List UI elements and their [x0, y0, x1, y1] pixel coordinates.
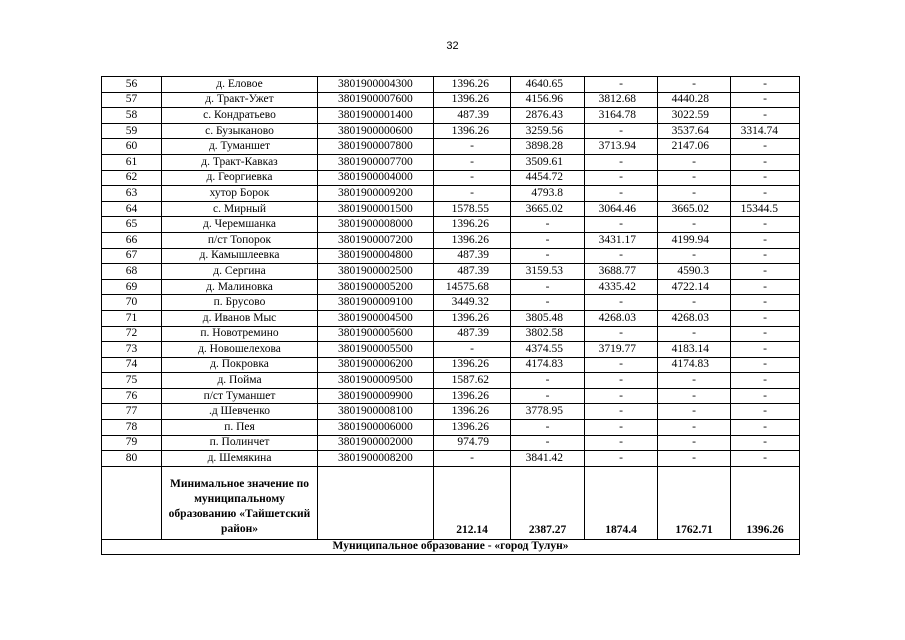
oktmo-code-cell: 3801900004300 [318, 77, 434, 93]
value-cell: - [731, 404, 800, 420]
oktmo-code-cell: 3801900007600 [318, 92, 434, 108]
value-cell: 4374.55 [511, 342, 585, 358]
value-cell: - [585, 435, 658, 451]
value-cell: 4174.83 [511, 357, 585, 373]
oktmo-code-cell: 3801900002500 [318, 264, 434, 280]
value-cell: 487.39 [434, 108, 511, 124]
value-cell: 1396.26 [434, 388, 511, 404]
row-number-cell: 60 [102, 139, 162, 155]
value-cell: - [658, 217, 731, 233]
value-cell: 3449.32 [434, 295, 511, 311]
value-cell: - [658, 295, 731, 311]
value-cell: 1396.26 [434, 404, 511, 420]
row-number-cell: 61 [102, 154, 162, 170]
settlement-name-cell: д. Черемшанка [162, 217, 318, 233]
value-cell: - [731, 92, 800, 108]
value-cell: - [731, 186, 800, 202]
oktmo-code-cell: 3801900009500 [318, 373, 434, 389]
row-number-cell: 58 [102, 108, 162, 124]
value-cell: 3159.53 [511, 264, 585, 280]
table-row [102, 404, 800, 420]
value-cell: 3665.02 [511, 201, 585, 217]
value-cell: - [731, 248, 800, 264]
value-cell: 4454.72 [511, 170, 585, 186]
value-cell: 3719.77 [585, 342, 658, 358]
value-cell: - [658, 170, 731, 186]
value-cell: - [731, 420, 800, 436]
section-title: Муниципальное образование - «город Тулун» [102, 539, 800, 554]
row-number-cell: 59 [102, 123, 162, 139]
row-number-cell: 74 [102, 357, 162, 373]
settlement-name-cell: д. Шемякина [162, 451, 318, 467]
value-cell: - [511, 295, 585, 311]
table-row [102, 342, 800, 358]
value-cell: - [731, 279, 800, 295]
value-cell: - [511, 248, 585, 264]
value-cell: 1587.62 [434, 373, 511, 389]
value-cell: 4440.28 [658, 92, 731, 108]
value-cell: - [658, 388, 731, 404]
value-cell: 4640.65 [511, 77, 585, 93]
value-cell: - [731, 108, 800, 124]
settlement-name-cell: п. Новотремино [162, 326, 318, 342]
oktmo-code-cell: 3801900008100 [318, 404, 434, 420]
value-cell: 4722.14 [658, 279, 731, 295]
page-number: 32 [446, 40, 459, 52]
table-row [102, 92, 800, 108]
value-cell: 3805.48 [511, 310, 585, 326]
settlement-name-cell: д. Камышлеевка [162, 248, 318, 264]
value-cell: 4793.8 [511, 186, 585, 202]
row-number-cell: 80 [102, 451, 162, 467]
value-cell: - [731, 342, 800, 358]
value-cell: - [585, 217, 658, 233]
table-row [102, 451, 800, 467]
value-cell: - [658, 186, 731, 202]
value-cell: 3778.95 [511, 404, 585, 420]
value-cell: - [731, 373, 800, 389]
value-cell: 15344.5 [731, 201, 800, 217]
table-row [102, 154, 800, 170]
summary-empty-cell [102, 466, 162, 539]
settlement-name-cell: д. Иванов Мыс [162, 310, 318, 326]
oktmo-code-cell: 3801900009900 [318, 388, 434, 404]
value-cell: 1578.55 [434, 201, 511, 217]
settlement-name-cell: п. Брусово [162, 295, 318, 311]
value-cell: 1396.26 [434, 357, 511, 373]
oktmo-code-cell: 3801900005200 [318, 279, 434, 295]
value-cell: 1396.26 [434, 92, 511, 108]
row-number-cell: 68 [102, 264, 162, 280]
value-cell: - [731, 170, 800, 186]
value-cell: - [434, 342, 511, 358]
value-cell: - [731, 357, 800, 373]
value-cell: 4268.03 [658, 310, 731, 326]
summary-value: 212.14 [434, 466, 511, 539]
value-cell: 4156.96 [511, 92, 585, 108]
value-cell: - [585, 77, 658, 93]
value-cell: 14575.68 [434, 279, 511, 295]
value-cell: - [434, 451, 511, 467]
summary-value: 1874.4 [585, 466, 658, 539]
table-row [102, 170, 800, 186]
row-number-cell: 56 [102, 77, 162, 93]
value-cell: - [585, 451, 658, 467]
value-cell: - [658, 435, 731, 451]
table-row [102, 77, 800, 93]
summary-value: 1396.26 [731, 466, 800, 539]
settlement-name-cell: д. Малиновка [162, 279, 318, 295]
settlement-name-cell: с. Кондратьево [162, 108, 318, 124]
summary-value: 1762.71 [658, 466, 731, 539]
value-cell: - [585, 248, 658, 264]
value-cell: 3164.78 [585, 108, 658, 124]
oktmo-code-cell: 3801900000600 [318, 123, 434, 139]
settlement-name-cell: д. Сергина [162, 264, 318, 280]
settlement-name-cell: п/ст Топорок [162, 232, 318, 248]
value-cell: - [731, 388, 800, 404]
row-number-cell: 79 [102, 435, 162, 451]
settlement-name-cell: п/ст Туманшет [162, 388, 318, 404]
oktmo-code-cell: 3801900004800 [318, 248, 434, 264]
oktmo-code-cell: 3801900002000 [318, 435, 434, 451]
value-cell: 3713.94 [585, 139, 658, 155]
value-cell: - [585, 404, 658, 420]
table-row [102, 108, 800, 124]
table-row [102, 123, 800, 139]
value-cell: - [511, 373, 585, 389]
settlement-name-cell: д. Георгиевка [162, 170, 318, 186]
row-number-cell: 70 [102, 295, 162, 311]
value-cell: 3064.46 [585, 201, 658, 217]
value-cell: - [731, 139, 800, 155]
value-cell: - [434, 170, 511, 186]
value-cell: - [585, 123, 658, 139]
oktmo-code-cell: 3801900008200 [318, 451, 434, 467]
value-cell: - [731, 295, 800, 311]
table-row [102, 357, 800, 373]
table-row [102, 201, 800, 217]
table-row [102, 373, 800, 389]
value-cell: 974.79 [434, 435, 511, 451]
table-row [102, 279, 800, 295]
value-cell: 3898.28 [511, 139, 585, 155]
oktmo-code-cell: 3801900004000 [318, 170, 434, 186]
table-row [102, 388, 800, 404]
value-cell: - [511, 232, 585, 248]
oktmo-code-cell: 3801900009200 [318, 186, 434, 202]
oktmo-code-cell: 3801900007700 [318, 154, 434, 170]
row-number-cell: 57 [102, 92, 162, 108]
row-number-cell: 76 [102, 388, 162, 404]
value-cell: 487.39 [434, 326, 511, 342]
value-cell: - [658, 451, 731, 467]
settlement-name-cell: д. Тракт-Ужет [162, 92, 318, 108]
settlement-name-cell: с. Бузыканово [162, 123, 318, 139]
value-cell: - [731, 217, 800, 233]
value-cell: - [658, 154, 731, 170]
summary-value: 2387.27 [511, 466, 585, 539]
value-cell: 1396.26 [434, 123, 511, 139]
value-cell: - [511, 279, 585, 295]
row-number-cell: 66 [102, 232, 162, 248]
value-cell: - [585, 357, 658, 373]
value-cell: - [585, 326, 658, 342]
row-number-cell: 72 [102, 326, 162, 342]
settlement-name-cell: с. Мирный [162, 201, 318, 217]
table-row [102, 310, 800, 326]
oktmo-code-cell: 3801900009100 [318, 295, 434, 311]
value-cell: 2147.06 [658, 139, 731, 155]
value-cell: - [731, 451, 800, 467]
oktmo-code-cell: 3801900001400 [318, 108, 434, 124]
table-row [102, 264, 800, 280]
value-cell: - [585, 373, 658, 389]
row-number-cell: 64 [102, 201, 162, 217]
value-cell: - [434, 186, 511, 202]
settlement-name-cell: д. Покровка [162, 357, 318, 373]
value-cell: 487.39 [434, 264, 511, 280]
value-cell: 487.39 [434, 248, 511, 264]
value-cell: 1396.26 [434, 420, 511, 436]
summary-row [102, 466, 800, 539]
table-row [102, 217, 800, 233]
table-row [102, 186, 800, 202]
row-number-cell: 67 [102, 248, 162, 264]
value-cell: 1396.26 [434, 310, 511, 326]
value-cell: - [585, 186, 658, 202]
settlement-name-cell: п. Полинчет [162, 435, 318, 451]
table-row [102, 420, 800, 436]
value-cell: 3314.74 [731, 123, 800, 139]
row-number-cell: 78 [102, 420, 162, 436]
value-cell: - [585, 420, 658, 436]
value-cell: - [731, 310, 800, 326]
value-cell: - [731, 435, 800, 451]
oktmo-code-cell: 3801900005600 [318, 326, 434, 342]
value-cell: - [511, 217, 585, 233]
value-cell: - [658, 326, 731, 342]
value-cell: - [585, 170, 658, 186]
value-cell: 3537.64 [658, 123, 731, 139]
table-row [102, 435, 800, 451]
value-cell: 3022.59 [658, 108, 731, 124]
value-cell: 4183.14 [658, 342, 731, 358]
value-cell: 3431.17 [585, 232, 658, 248]
value-cell: - [511, 420, 585, 436]
settlement-name-cell: хутор Борок [162, 186, 318, 202]
value-cell: - [731, 77, 800, 93]
value-cell: 4268.03 [585, 310, 658, 326]
settlement-name-cell: д. Туманшет [162, 139, 318, 155]
table-row [102, 139, 800, 155]
value-cell: - [731, 264, 800, 280]
table-row [102, 248, 800, 264]
value-cell: - [511, 435, 585, 451]
value-cell: - [658, 77, 731, 93]
value-cell: 3259.56 [511, 123, 585, 139]
oktmo-code-cell: 3801900005500 [318, 342, 434, 358]
row-number-cell: 65 [102, 217, 162, 233]
row-number-cell: 75 [102, 373, 162, 389]
value-cell: - [434, 154, 511, 170]
value-cell: 4590.3 [658, 264, 731, 280]
value-cell: - [511, 388, 585, 404]
value-cell: 4174.83 [658, 357, 731, 373]
oktmo-code-cell: 3801900006200 [318, 357, 434, 373]
value-cell: 3812.68 [585, 92, 658, 108]
settlement-name-cell: п. Пея [162, 420, 318, 436]
settlement-name-cell: .д Шевченко [162, 404, 318, 420]
row-number-cell: 77 [102, 404, 162, 420]
value-cell: - [585, 295, 658, 311]
value-cell: 3841.42 [511, 451, 585, 467]
row-number-cell: 73 [102, 342, 162, 358]
value-cell: 1396.26 [434, 217, 511, 233]
oktmo-code-cell: 3801900001500 [318, 201, 434, 217]
value-cell: 3509.61 [511, 154, 585, 170]
value-cell: 4199.94 [658, 232, 731, 248]
summary-label: Минимальное значение по муниципальному образованию «Тайшетский район» [162, 466, 318, 539]
oktmo-code-cell: 3801900007800 [318, 139, 434, 155]
tariff-table [101, 76, 800, 555]
value-cell: - [658, 373, 731, 389]
section-header-row [102, 539, 800, 554]
value-cell: 4335.42 [585, 279, 658, 295]
settlement-name-cell: д. Еловое [162, 77, 318, 93]
row-number-cell: 63 [102, 186, 162, 202]
value-cell: - [658, 248, 731, 264]
table-row [102, 326, 800, 342]
oktmo-code-cell: 3801900008000 [318, 217, 434, 233]
row-number-cell: 69 [102, 279, 162, 295]
value-cell: - [658, 404, 731, 420]
row-number-cell: 71 [102, 310, 162, 326]
settlement-name-cell: д. Тракт-Кавказ [162, 154, 318, 170]
value-cell: 3802.58 [511, 326, 585, 342]
table-row [102, 232, 800, 248]
value-cell: 1396.26 [434, 232, 511, 248]
oktmo-code-cell: 3801900004500 [318, 310, 434, 326]
oktmo-code-cell: 3801900006000 [318, 420, 434, 436]
settlement-name-cell: д. Пойма [162, 373, 318, 389]
value-cell: - [731, 154, 800, 170]
value-cell: - [731, 326, 800, 342]
value-cell: - [585, 388, 658, 404]
summary-empty-cell [318, 466, 434, 539]
settlement-name-cell: д. Новошелехова [162, 342, 318, 358]
row-number-cell: 62 [102, 170, 162, 186]
value-cell: - [585, 154, 658, 170]
value-cell: - [434, 139, 511, 155]
value-cell: 3688.77 [585, 264, 658, 280]
value-cell: 1396.26 [434, 77, 511, 93]
table-row [102, 295, 800, 311]
value-cell: - [731, 232, 800, 248]
oktmo-code-cell: 3801900007200 [318, 232, 434, 248]
value-cell: - [658, 420, 731, 436]
value-cell: 2876.43 [511, 108, 585, 124]
value-cell: 3665.02 [658, 201, 731, 217]
